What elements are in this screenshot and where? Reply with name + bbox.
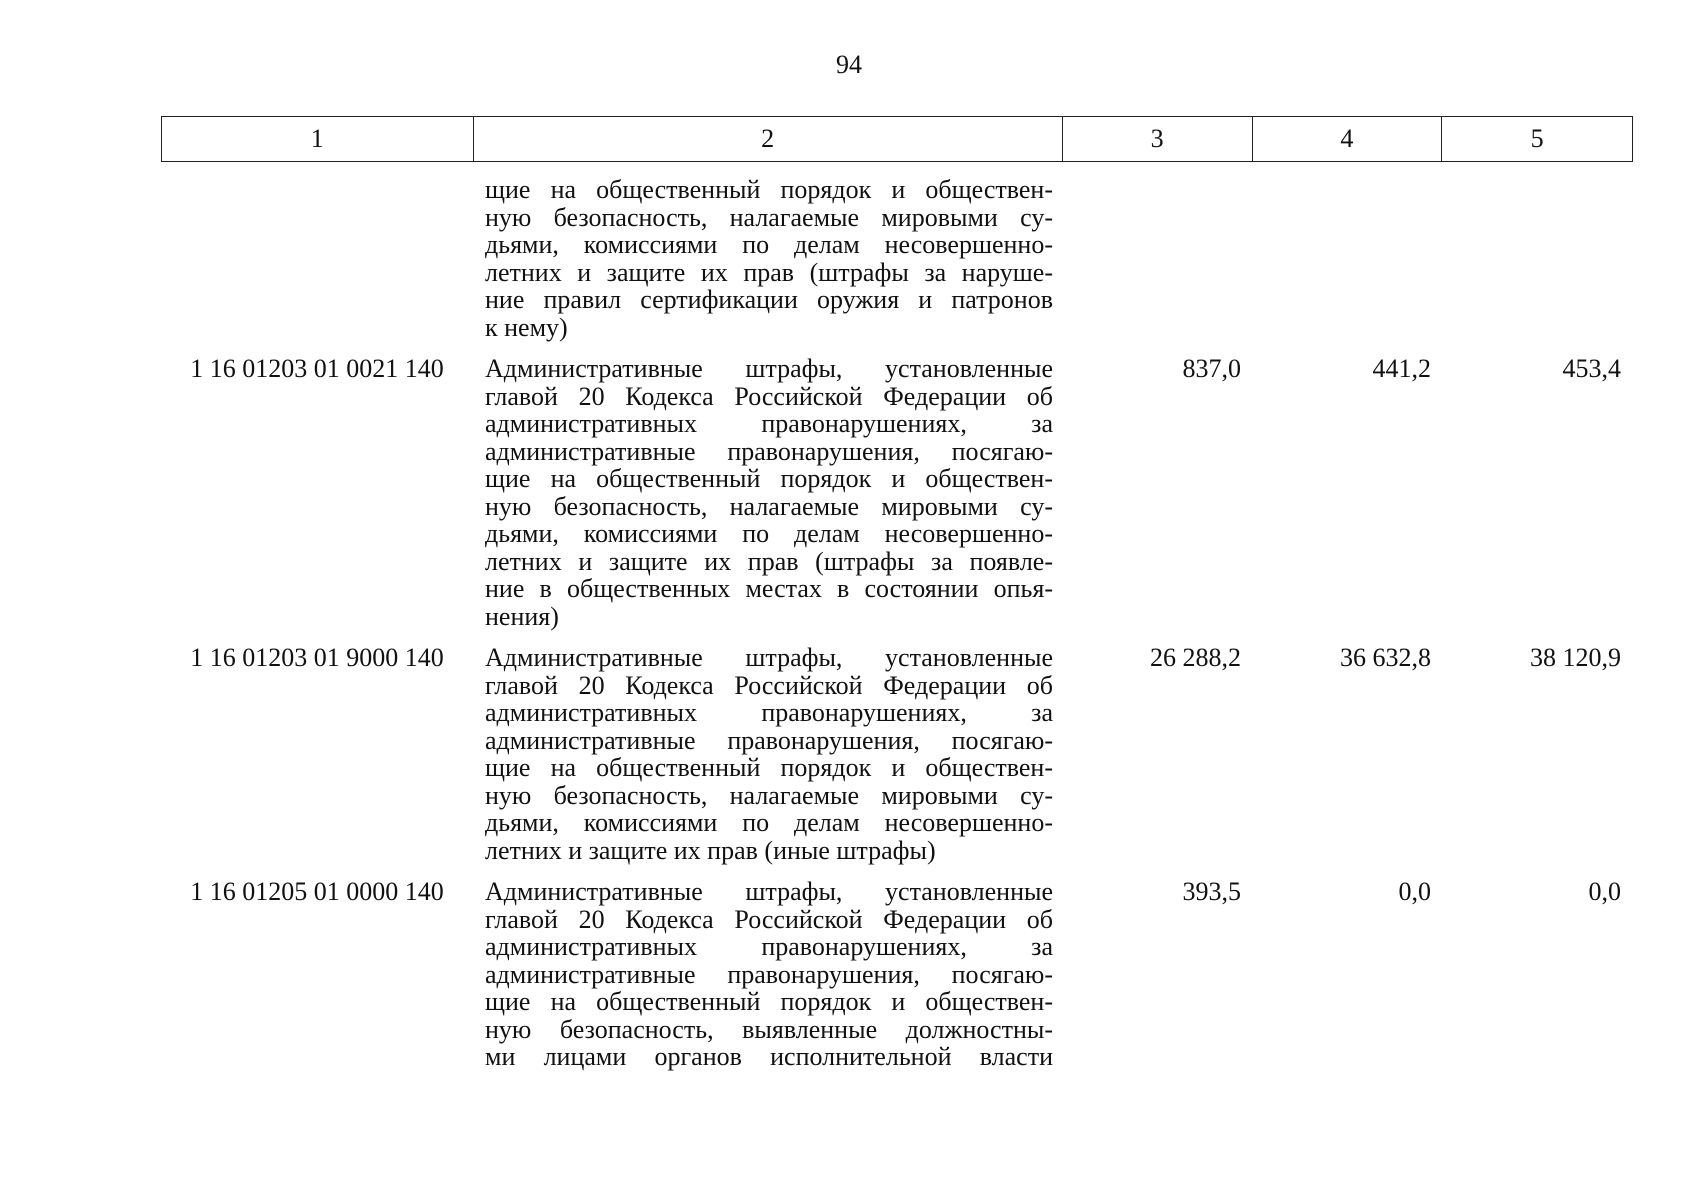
description — [473, 176, 1063, 341]
amount-col-3: 393,5 — [1182, 877, 1241, 906]
header-col-2: 2 — [474, 117, 1063, 161]
table-row — [161, 644, 1633, 864]
description-line: Административные штрафы, установленные — [485, 877, 1053, 906]
description-line: ние в общественных местах в состоянии опья- — [485, 574, 1053, 603]
amount-col-5: 0,0 — [1588, 877, 1621, 906]
description — [473, 644, 1063, 864]
description-line: летних и защите их прав (штрафы за наруше- — [485, 257, 1053, 287]
description-line: административные правонарушения, посягаю- — [485, 436, 1053, 466]
amount-col-4 — [1253, 176, 1443, 341]
amount-col-3: 26 288,2 — [1150, 643, 1241, 672]
header-col-3: 3 — [1063, 117, 1253, 161]
header-col-1: 1 — [162, 117, 474, 161]
description-line: административных правонарушениях, за — [485, 698, 1053, 727]
amount-col-5: 38 120,9 — [1530, 643, 1621, 672]
table-row — [161, 176, 1633, 341]
description-line: главой 20 Кодекса Российской Федерации об — [485, 904, 1053, 934]
description-line: летних и защите их прав (иные штрафы) — [485, 835, 936, 865]
description-line: ную безопасность, выявленные должностны- — [485, 1014, 1053, 1044]
description-line: дьями, комиссиями по делам несовершенно- — [485, 519, 1053, 548]
budget-code: 1 16 01205 01 0000 140 — [190, 877, 444, 906]
description-line: главой 20 Кодекса Российской Федерации об — [485, 381, 1053, 411]
table-row — [161, 355, 1633, 630]
description-line: летних и защите их прав (штрафы за появле- — [485, 546, 1053, 576]
header-col-5: 5 — [1530, 124, 1544, 153]
description-line: административные правонарушения, посягаю- — [485, 725, 1053, 755]
description-line: административных правонарушениях, за — [485, 932, 1053, 961]
header-col-4: 4 — [1253, 117, 1443, 161]
description-line: главой 20 Кодекса Российской Федерации об — [485, 670, 1053, 700]
description-line: Административные штрафы, установленные — [485, 643, 1053, 672]
description-line: ную безопасность, налагаемые мировыми су- — [485, 780, 1053, 810]
description — [473, 878, 1063, 1071]
amount-col-5 — [1443, 176, 1633, 341]
description-line: ми лицами органов исполнительной власти — [485, 1042, 1053, 1071]
description-line: щие на общественный порядок и обществен- — [485, 175, 1053, 204]
amount-col-4: 441,2 — [1372, 354, 1431, 383]
description-line: ную безопасность, налагаемые мировыми су- — [485, 491, 1053, 521]
budget-code — [161, 176, 473, 341]
description-line: нения) — [485, 601, 559, 631]
amount-col-3 — [1063, 176, 1253, 341]
amount-col-5: 453,4 — [1562, 354, 1621, 383]
description-line: дьями, комиссиями по делам несовершенно- — [485, 230, 1053, 259]
table-row — [161, 878, 1633, 1071]
description-line: административные правонарушения, посягаю- — [485, 959, 1053, 989]
description — [473, 355, 1063, 630]
description-line: дьями, комиссиями по делам несовершенно- — [485, 808, 1053, 837]
amount-col-4: 36 632,8 — [1340, 643, 1431, 672]
description-line: Административные штрафы, установленные — [485, 354, 1053, 383]
description-line: к нему) — [485, 312, 568, 342]
budget-code: 1 16 01203 01 0021 140 — [190, 354, 444, 383]
table-header — [161, 116, 1633, 162]
description-line: щие на общественный порядок и обществен- — [485, 753, 1053, 782]
amount-col-4: 0,0 — [1398, 877, 1431, 906]
description-line: щие на общественный порядок и обществен- — [485, 464, 1053, 493]
description-line: ние правил сертификации оружия и патронов — [485, 285, 1053, 314]
table-body — [161, 176, 1633, 1085]
budget-code: 1 16 01203 01 9000 140 — [190, 643, 444, 672]
description-line: ную безопасность, налагаемые мировыми су- — [485, 202, 1053, 232]
amount-col-3: 837,0 — [1182, 354, 1241, 383]
description-line: щие на общественный порядок и обществен- — [485, 987, 1053, 1016]
description-line: административных правонарушениях, за — [485, 409, 1053, 438]
page-number: 94 — [836, 50, 862, 79]
